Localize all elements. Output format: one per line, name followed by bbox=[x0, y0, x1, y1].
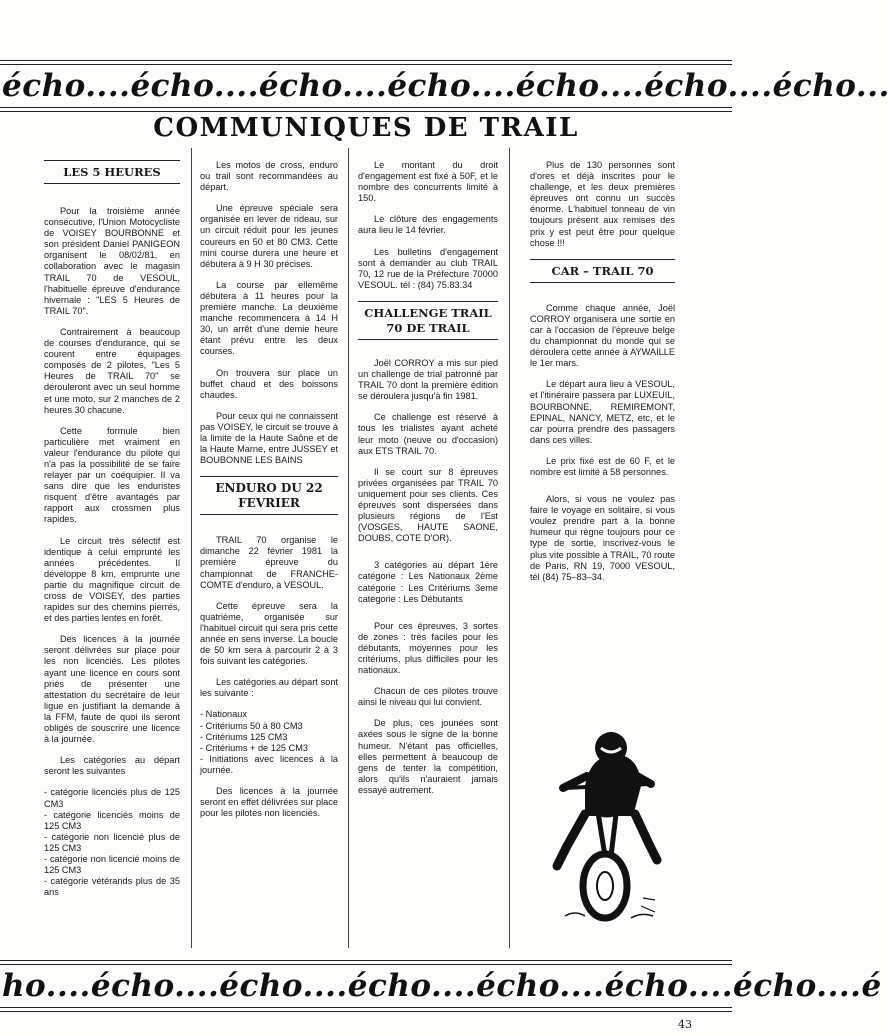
paragraph: TRAIL 70 organise le dimanche 22 février 1981 la première épreuve du championnat de FRANCHE-COMTE d'enduro, à VESOUL. bbox=[200, 535, 338, 590]
echo-banner-top-text: écho....écho....écho....écho....écho....écho....écho... bbox=[2, 68, 890, 104]
column-2 bbox=[200, 160, 338, 829]
motorcycle-rider-illustration bbox=[545, 726, 675, 926]
paragraph: Une épreuve spéciale sera organisée en lever de rideau, sur un circuit réduit pour les jeunes coureurs en 50 et 80 CM3. Cette mini course durera une heure et débutera à 9 H 30 précises. bbox=[200, 203, 338, 269]
column-divider bbox=[348, 148, 349, 948]
paragraph: Comme chaque année, Joël CORROY organisera une sortie en car à l'occasion de l'épreuve belge du championnat du monde qui se déroulera cette année à AYWAILLE le 1er mars. bbox=[530, 302, 675, 369]
echo-banner-bottom bbox=[0, 958, 882, 1014]
paragraph: Plus de 130 personnes sont d'ores et déjà inscrites pour le challenge, et les deux premières épreuves ont connu un succès énorme. L'habituel tonneau de vin toujours présent aux remises des prix y est peut être pour quelque chose !!! bbox=[530, 160, 675, 248]
paragraph: Les catégories au départ seront les suivantes bbox=[44, 755, 180, 777]
paragraph: Le clôture des engagements aura lieu le 14 février. bbox=[358, 214, 498, 236]
paragraph: Des licences à la journée seront délivrées sur place pour les non licenciés. Les pilotes ayant une licence en cours sont priés de présenter une attestation du secrétaire de leur ligue en justifiant la demande à la FFM, faute de quoi ils seront obligés de souscrire une licence à la journée. bbox=[44, 634, 180, 745]
paragraph: Pour ces épreuves, 3 sortes de zones : très faciles pour les débutants, moyennes pour les critériums, plus difficiles pour les nationaux. bbox=[358, 620, 498, 676]
column-divider bbox=[191, 148, 192, 948]
paragraph: Cette formule bien particulière met vraiment en valeur l'endurance du pilote qui n'a pas la possibilité de se faire relayer par un coéquipier. Il va sans dire que les enduristes risquent d'être avantagés par rapport aux crossmen plus rapides. bbox=[44, 425, 180, 525]
paragraph: Il se court sur 8 épreuves privées organisées par TRAIL 70 uniquement pour ses clients. Ces épreuves sont dispersées dans plusieurs régions de l'Est (VOSGES, HAUTE SAONE, DOUBS, COTE D'OR). bbox=[358, 466, 498, 544]
paragraph: Des licences à la journée seront en effet délivrées sur place pour les pilotes non licenciés. bbox=[200, 786, 338, 819]
category-list bbox=[200, 709, 338, 776]
column-les-5-heures bbox=[44, 160, 180, 908]
column-divider bbox=[509, 148, 510, 948]
paragraph: Pour la troisième année consécutive, l'Union Motocycliste de VOISEY BOURBONNE et son président Daniel PANIGEON organisent le 08/02/81, en collaboration avec le magasin TRAIL 70 de VESOUL, l'habituelle épreuve d'endurance hivernale : "LES 5 Heures de TRAIL 70". bbox=[44, 206, 180, 316]
column-4 bbox=[530, 160, 675, 593]
list-item: - Nationaux bbox=[200, 709, 247, 720]
list-item: - Critériums 50 à 80 CM3 bbox=[200, 720, 303, 731]
echo-banner-top bbox=[0, 58, 890, 114]
paragraph: 3 catégories au départ 1ère catégorie : Les Nationaux 2ème catégorie : Les Critériums 3eme catégorie : Les Débutants bbox=[358, 560, 498, 604]
page-number: 43 bbox=[678, 1018, 692, 1031]
list-item: - catégorie non licencié plus de 125 CM3 bbox=[44, 831, 180, 853]
list-item: - Critériums 125 CM3 bbox=[200, 731, 288, 742]
list-item: - Initiations avec licences à la journée. bbox=[200, 753, 338, 775]
section-heading-les-5-heures: LES 5 HEURES bbox=[44, 160, 180, 184]
paragraph: Les catégories au départ sont les suivante : bbox=[200, 677, 338, 699]
section-heading-enduro: ENDURO DU 22 FEVRIER bbox=[200, 476, 338, 515]
list-item: - Critériums + de 125 CM3 bbox=[200, 742, 308, 753]
list-item: - catégorie vétérands plus de 35 ans bbox=[44, 876, 180, 898]
section-heading-car-trail: CAR – TRAIL 70 bbox=[530, 259, 675, 283]
column-3 bbox=[358, 160, 498, 806]
paragraph: De plus, ces jounées sont axées sous le signe de la bonne humeur. N'étant pas officielles, elles permettent à beaucoup de gens de tenter la compétition, alors qu'ils n'auraient jamais essayé autrement. bbox=[358, 718, 498, 795]
paragraph: On trouvera sur place un buffet chaud et des boissons chaudes. bbox=[200, 367, 338, 400]
paragraph: Chacun de ces pilotes trouve ainsi le niveau qui lui convient. bbox=[358, 686, 498, 708]
paragraph: Joël CORROY a mis sur pied un challenge de trial patronné par TRAIL 70 dont la première édition se déroulera jusqu'à fin 1981. bbox=[358, 357, 498, 402]
section-heading-challenge: CHALLENGE TRAIL 70 DE TRAIL bbox=[358, 301, 498, 340]
paragraph: Pour ceux qui ne connaissent pas VOISEY, le circuit se trouve à la limite de la Haute Saône et de la Haute Marne, entre JUSSEY et BOUBONNE LES BAINS bbox=[200, 410, 338, 466]
page-title: COMMUNIQUES DE TRAIL bbox=[153, 113, 579, 143]
paragraph: Contrairement à beaucoup de courses d'endurance, qui se courent entre équipages composés de 2 pilotes, "Les 5 Heures de TRAIL 70" se dérouleront avec un seul homme et une moto, sur 2 manches de 2 heures 30 chacune. bbox=[44, 326, 180, 415]
paragraph: Le montant du droit d'engagement est fixé à 50F, et le nombre des concurrents limité à 150. bbox=[358, 160, 498, 204]
paragraph: Le prix fixé est de 60 F, et le nombre est limité à 58 personnes. bbox=[530, 455, 675, 477]
paragraph: Le départ aura lieu à VESOUL, et l'itinéraire passera par LUXEUIL, BOURBONNE, REMIREMONT, EPINAL, NANCY, METZ, etc, et le car pourra prendre des passagers dans ces villes. bbox=[530, 379, 675, 445]
category-list bbox=[44, 787, 180, 898]
list-item: - catégorie licenciés moins de 125 CM3 bbox=[44, 809, 180, 831]
list-item: - catégorie licenciés plus de 125 CM3 bbox=[44, 787, 180, 809]
paragraph: Les bulletins d'engagement sont à demander au club TRAIL 70, 12 rue de la Préfecture 70000 VESOUL. tél : (84) 75.83.34 bbox=[358, 246, 498, 290]
paragraph: Les motos de cross, enduro ou trail sont recommandées au départ. bbox=[200, 160, 338, 193]
echo-banner-bottom-text: ho....écho....écho....écho....écho....écho....écho....é bbox=[2, 968, 882, 1004]
paragraph: Le circuit très sélectif est identique à celui emprunté les années précédentes. Il développe 8 km, emprunte une partie du magnifique circuit de cross de VOISEY, des parties rapides sur des chemins pierrés, et des parties lentes en forêt. bbox=[44, 535, 180, 624]
list-item: - catégorie non licencié moins de 125 CM3 bbox=[44, 853, 180, 876]
paragraph: Cette épreuve sera la quatrième, organisée sur l'habituel circuit qui sera pris cette année en sens inverse. La boucle de 50 km sera à parcourir 2 à 3 fois suivant les catégories. bbox=[200, 600, 338, 667]
paragraph: Alors, si vous ne voulez pas faire le voyage en solitaire, si vous voulez prendre part à la bonne humeur qui règne toujours pour ce type de sortie, inscrivez-vous le plus vite possible à TRAIL, 70 route de Paris, RN 19, 7000 VESOUL, tél (84) 75–83–34. bbox=[530, 494, 675, 582]
paragraph: La course par ellemême débutera à 11 heures pour la première manche. La deuxième manche recommencera à 14 H 30, un arrêt d'une demie heure étant prévu entre les deux courses. bbox=[200, 279, 338, 357]
paragraph: Ce challenge est réservé à tous les trialistes ayant acheté leur moto (neuve ou d'occasion) aux ETS TRAIL 70. bbox=[358, 412, 498, 456]
